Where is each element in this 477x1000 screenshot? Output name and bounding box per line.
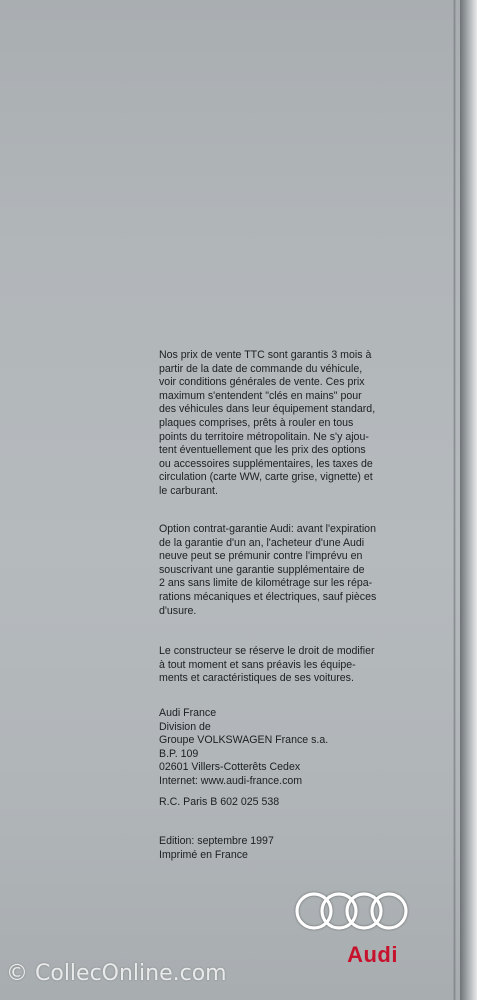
edition-info: Edition: septembre 1997 Imprimé en France xyxy=(159,835,274,861)
company-address-block: Audi France Division de Groupe VOLKSWAGEN France s.a. B.P. 109 02601 Villers-Cotterêts Cedex Internet: www.audi-france.com xyxy=(159,707,329,787)
paper-edge-shadow xyxy=(460,0,477,1000)
fold-crease xyxy=(453,0,456,1000)
warranty-option-paragraph: Option contrat-garantie Audi: avant l'expiration de la garantie d'un an, l'acheteur d'une Audi neuve peut se prémunir contre l'imprévu en souscrivant une garantie supplémentaire de 2 ans sans limite de kilométrage sur les répa- rations mécaniques et électriques, sauf pièces d'usure. xyxy=(159,523,377,617)
audi-wordmark: Audi xyxy=(347,942,398,967)
registration-number: R.C. Paris B 602 025 538 xyxy=(159,796,280,808)
price-guarantee-paragraph: Nos prix de vente TTC sont garantis 3 mois à partir de la date de commande du véhicule, voir conditions générales de vente. Ces prix maximum s'entendent "clés en mains" pour des véhicules dans leur équipement standard, plaques comprises, prêts à rouler en tous points du territoire métropolitain. Ne s'y ajou- tent éventuellement que les prix des options ou accessoires supplémentaires, les taxes de circulation (carte WW, carte grise, vignette) et le carburant. xyxy=(159,349,376,497)
modification-rights-paragraph: Le constructeur se réserve le droit de modifier à tout moment et sans préavis les équipe- ments et caractéristiques de ses voitures. xyxy=(159,645,375,685)
audi-ring-4 xyxy=(372,894,406,928)
watermark: © CollecOnline.com xyxy=(6,961,227,986)
